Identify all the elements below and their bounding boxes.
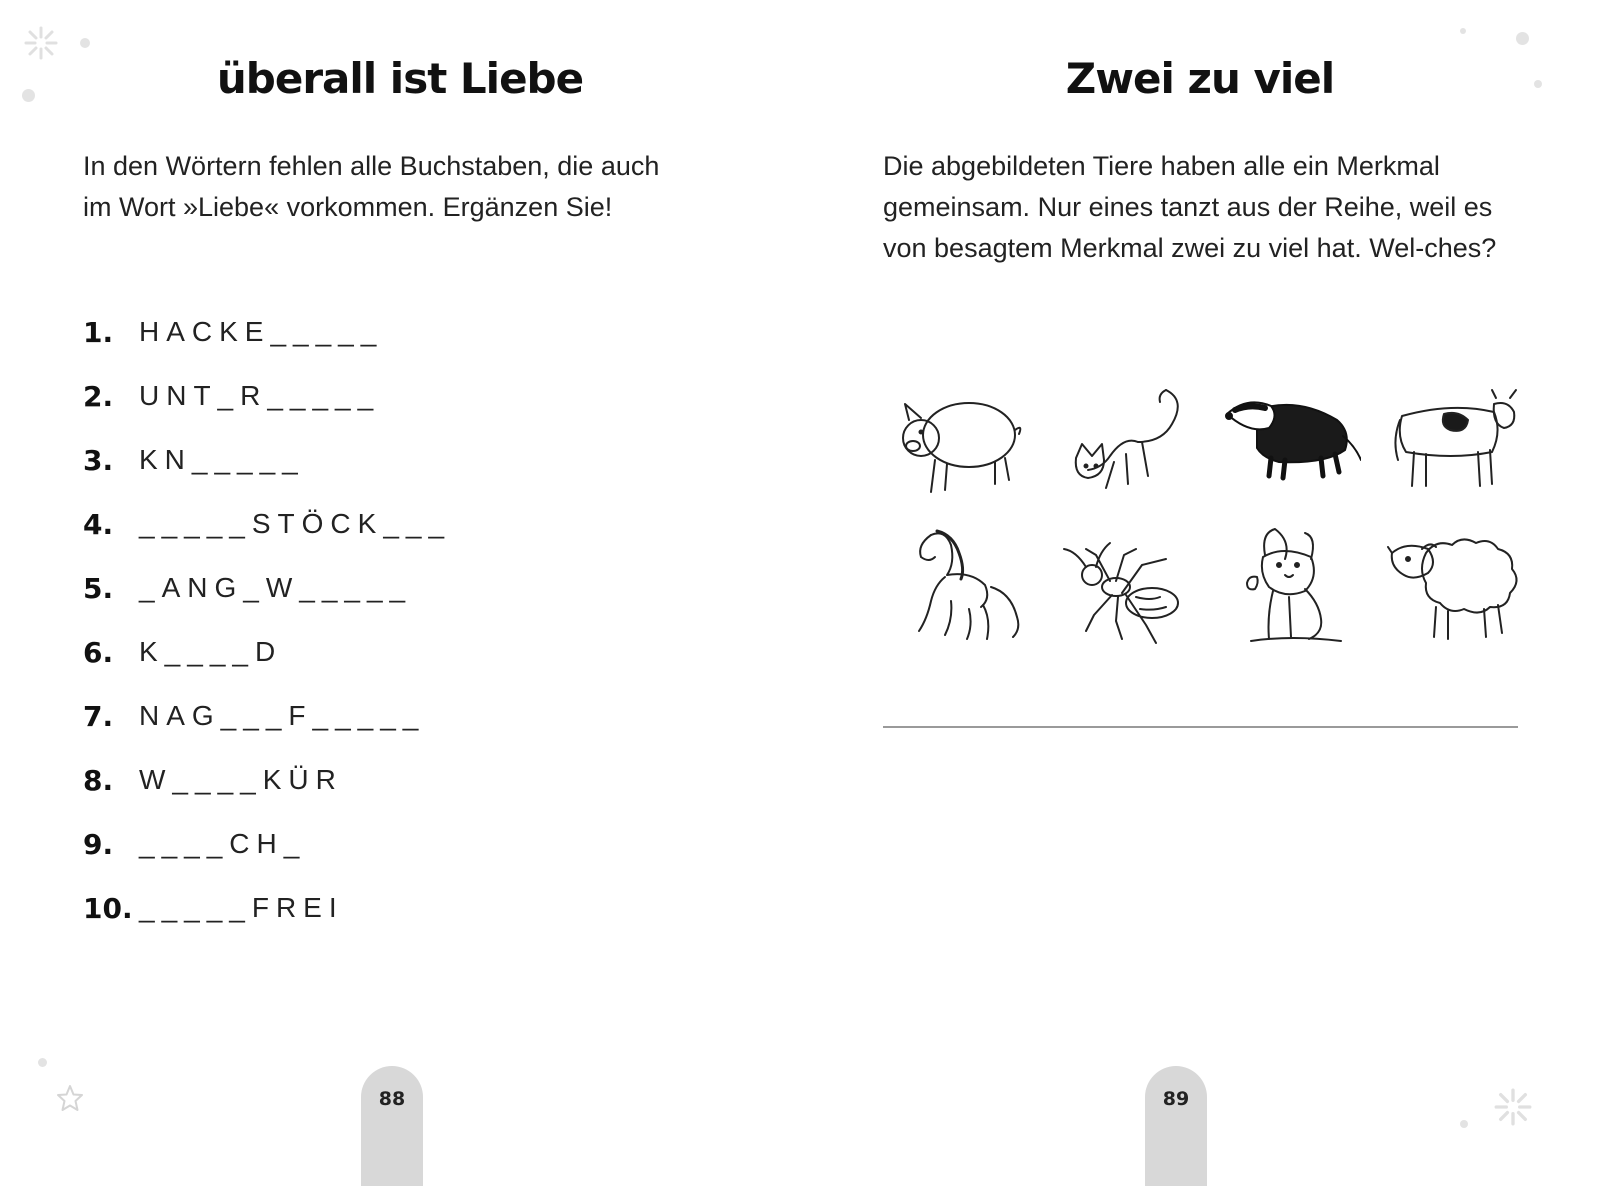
instructions: In den Wörtern fehlen alle Buchstaben, die auch im Wort »Liebe« vorkommen. Ergänzen Sie! [83,151,660,222]
word-puzzle: ____CH_ [139,828,307,859]
page-number-tab [1145,1066,1207,1186]
word-list [83,300,451,940]
sheep-icon [1386,525,1526,650]
ant-icon [1056,525,1196,650]
animal-cow [1373,370,1538,515]
page-title: überall ist Liebe [216,54,584,103]
animal-ant [1043,515,1208,660]
fox-icon [1056,380,1196,505]
word-puzzle: K____D [139,636,283,667]
list-item [83,748,451,812]
page-number-tab [361,1066,423,1186]
item-number: 9. [83,827,114,861]
item-number: 5. [83,571,114,605]
word-puzzle: _____FREI [139,892,344,923]
animal-horse [878,515,1043,660]
list-item [83,876,451,940]
animal-fox [1043,370,1208,515]
list-item [83,620,451,684]
animal-dog [1208,515,1373,660]
list-item [83,428,451,492]
word-puzzle: NAG___F_____ [139,700,426,731]
word-puzzle: _____STÖCK___ [139,508,452,539]
word-puzzle: UNT_R_____ [139,380,381,411]
item-number: 7. [83,699,114,733]
list-item [83,492,451,556]
instructions: Die abgebildeten Tiere haben alle ein Merkmal gemeinsam. Nur eines tanzt aus der Reihe, weil es von besagtem Merkmal zwei zu viel hat. Wel-ches? [883,151,1497,263]
word-puzzle: _ANG_W_____ [139,572,413,603]
badger-icon [1221,380,1361,505]
animal-badger [1208,370,1373,515]
item-number: 4. [83,507,114,541]
list-item [83,364,451,428]
list-item [83,812,451,876]
list-item [83,684,451,748]
item-number: 1. [83,315,114,349]
item-number: 3. [83,443,114,477]
cow-icon [1386,380,1526,505]
horse-icon [891,525,1031,650]
page-number: 89 [1162,1088,1190,1110]
animal-sheep [1373,515,1538,660]
animal-pig [878,370,1043,515]
answer-line[interactable] [883,726,1518,728]
list-item [83,556,451,620]
list-item [83,300,451,364]
animal-grid [878,370,1538,660]
word-puzzle: W____KÜR [139,764,343,795]
page-number: 88 [378,1088,406,1110]
right-page [800,0,1600,1186]
item-number: 10. [83,891,133,925]
dog-icon [1221,525,1361,650]
item-number: 2. [83,379,114,413]
item-number: 6. [83,635,114,669]
item-number: 8. [83,763,114,797]
page-title: Zwei zu viel [1065,54,1335,103]
pig-icon [891,380,1031,505]
word-puzzle: KN_____ [139,444,305,475]
word-puzzle: HACKE_____ [139,316,384,347]
